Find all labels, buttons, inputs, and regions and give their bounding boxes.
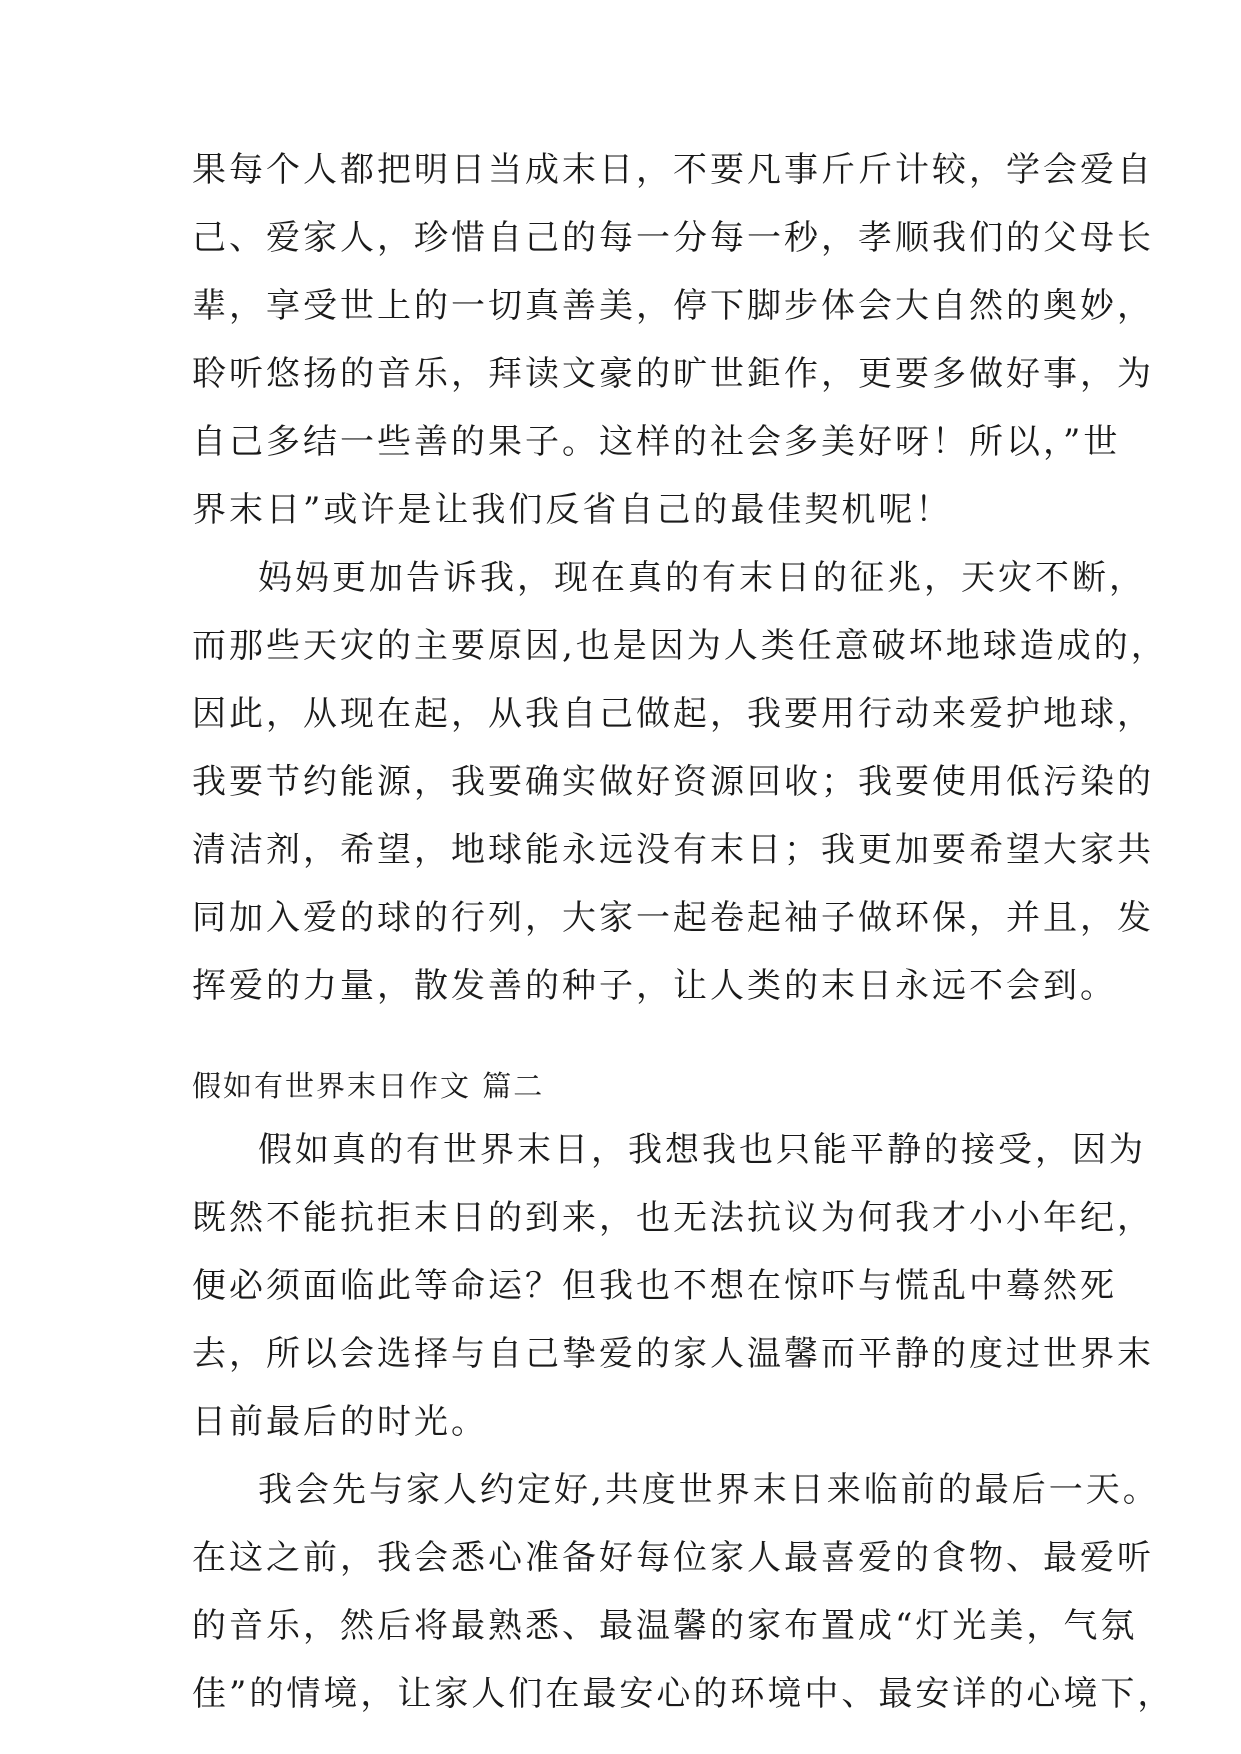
p3-line-5: 日前最后的时光。	[192, 1402, 488, 1442]
p2-line-2: 而那些天灾的主要原因,也是因为人类任意破坏地球造成的，	[192, 626, 1168, 666]
p4-line-4: 佳”的情境，让家人们在最安心的环境中、最安详的心境下，	[192, 1674, 1175, 1714]
p2-line-5: 清洁剂，希望，地球能永远没有末日；我更加要希望大家共	[192, 830, 1154, 870]
p4-line-3: 的音乐，然后将最熟悉、最温馨的家布置成“灯光美，气氛	[192, 1606, 1138, 1646]
p4-line-1: 我会先与家人约定好,共度世界末日来临前的最后一天。	[258, 1470, 1160, 1510]
p1-line-4: 聆听悠扬的音乐，拜读文豪的旷世鉅作，更要多做好事，为	[192, 354, 1154, 394]
section-title: 假如有世界末日作文 篇二	[192, 1069, 545, 1103]
p1-line-2: 己、爱家人，珍惜自己的每一分每一秒，孝顺我们的父母长	[192, 218, 1154, 258]
p1-line-5: 自己多结一些善的果子。这样的社会多美好呀！所以，”世	[192, 422, 1121, 462]
p3-line-4: 去，所以会选择与自己挚爱的家人温馨而平静的度过世界末	[192, 1334, 1154, 1374]
p1-line-1: 果每个人都把明日当成末日，不要凡事斤斤计较，学会爱自	[192, 150, 1154, 190]
p2-line-3: 因此，从现在起，从我自己做起，我要用行动来爱护地球，	[192, 694, 1154, 734]
p2-line-7: 挥爱的力量，散发善的种子，让人类的末日永远不会到。	[192, 966, 1117, 1006]
p2-line-4: 我要节约能源，我要确实做好资源回收；我要使用低污染的	[192, 762, 1154, 802]
p3-line-2: 既然不能抗拒末日的到来，也无法抗议为何我才小小年纪，	[192, 1198, 1154, 1238]
p3-line-1: 假如真的有世界末日，我想我也只能平静的接受，因为	[258, 1130, 1146, 1170]
p1-line-6: 界末日”或许是让我们反省自己的最佳契机呢！	[192, 490, 953, 530]
p4-line-2: 在这之前，我会悉心准备好每位家人最喜爱的食物、最爱听	[192, 1538, 1154, 1578]
p2-line-1: 妈妈更加告诉我，现在真的有末日的征兆，天灾不断，	[258, 558, 1146, 598]
p2-line-6: 同加入爱的球的行列，大家一起卷起袖子做环保，并且，发	[192, 898, 1154, 938]
p1-line-3: 辈，享受世上的一切真善美，停下脚步体会大自然的奥妙，	[192, 286, 1154, 326]
p3-line-3: 便必须面临此等命运？但我也不想在惊吓与慌乱中蓦然死	[192, 1266, 1117, 1306]
